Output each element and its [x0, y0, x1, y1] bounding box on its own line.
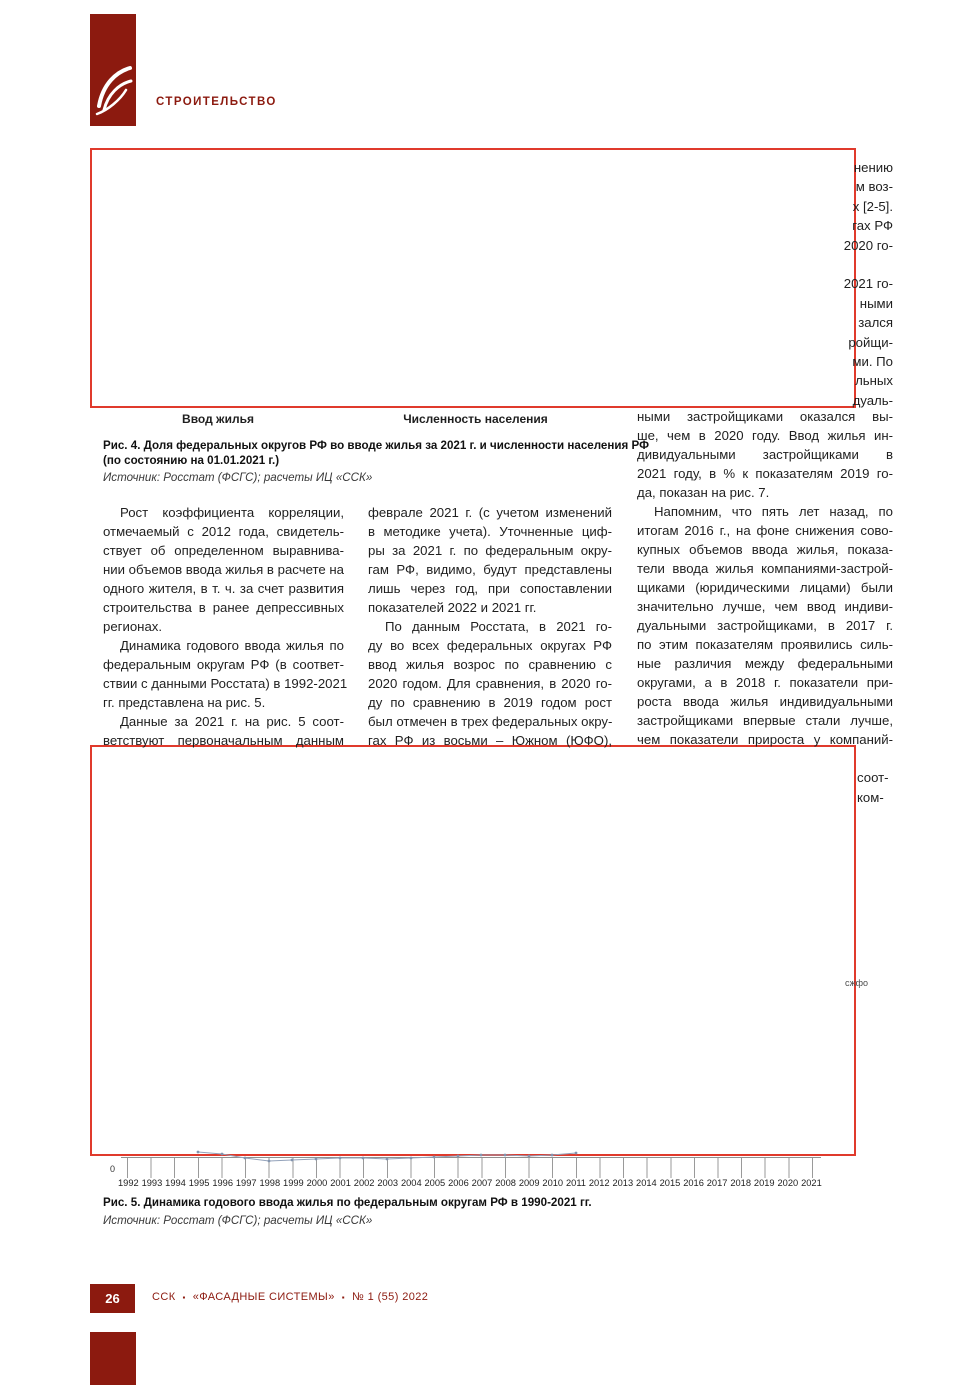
year-tick-label: 2019: [753, 1178, 775, 1188]
year-tick-label: 2012: [588, 1178, 610, 1188]
figure4-label-population: Численность населения: [403, 412, 548, 426]
figure5-legend-fragment: сжфо: [845, 978, 869, 988]
text-line: ройщи-: [848, 334, 893, 350]
right-column-fragments-fig5: [857, 768, 897, 808]
figure5-source: Источник: Росстат (ФСГС); расчеты ИЦ «ССК»: [103, 1213, 373, 1227]
year-tick-label: 2001: [330, 1178, 351, 1188]
year-tick-label: 2009: [518, 1178, 540, 1188]
text-line: да, показан на рис. 7.: [637, 485, 770, 500]
text-line: ввод жилья возрос по сравнению с: [368, 657, 612, 672]
footer-issue: № 1 (55) 2022: [351, 1291, 429, 1303]
text-line: 2020 годом. Для сравнения, в 2020 го-: [368, 676, 612, 691]
text-line: зался: [858, 315, 893, 331]
footer-magazine: «ФАСАДНЫЕ СИСТЕМЫ»: [192, 1291, 335, 1303]
text-line: ше, чем в 2020 году. Ввод жилья ин-: [637, 428, 893, 443]
year-tick-label: 2011: [565, 1178, 586, 1188]
year-tick-label: 2007: [471, 1178, 493, 1188]
year-tick-label: 2006: [448, 1178, 469, 1188]
column-middle: [368, 503, 612, 750]
text-line: ры за 2021 г. по федеральным окру-: [368, 543, 612, 558]
text-line: регионах.: [103, 619, 163, 634]
year-tick-label: 1999: [283, 1178, 304, 1188]
year-tick-label: 2008: [495, 1178, 516, 1188]
text-line: ду по сравнению в 2019 годом рост: [368, 695, 612, 710]
figure5-zero-label: 0: [110, 1164, 116, 1174]
text-line: 2021 году, в % к показателям 2019 го-: [637, 466, 893, 481]
text-line: отмечаемый с 2012 года, свидетель-: [103, 524, 344, 539]
text-line: в методике учета). Уточненные циф-: [368, 524, 612, 539]
year-tick-label: 2000: [306, 1178, 328, 1188]
text-line: купных объемов ввода жилья, показа-: [637, 542, 893, 557]
figure4-label-housing: Ввод жилья: [182, 412, 254, 426]
text-line: дивидуальными застройщиками в: [637, 447, 893, 462]
text-line: тели ввода жилья компаниями-застрой-: [637, 561, 893, 576]
text-line: ными застройщиками оказался вы-: [637, 409, 893, 424]
text-line: гам РФ, видимо, будут представлены: [368, 562, 612, 577]
figure5-caption-block: [103, 1196, 803, 1228]
text-line: дуаль-: [852, 392, 893, 408]
text-line: ветствуют первоначальным данным: [103, 733, 344, 748]
text-line: округами, а в 2018 г. показатели при-: [637, 675, 893, 690]
year-tick-label: 2015: [659, 1178, 681, 1188]
year-tick-label: 1998: [259, 1178, 281, 1188]
text-line: значительно лучше, чем ввод индиви-: [637, 599, 893, 614]
text-line: по этим показателям проявились силь-: [637, 637, 893, 652]
footer-line: [152, 1291, 428, 1303]
right-column-fragments-top: [833, 158, 893, 410]
figure4-source: Источник: Росстат (ФСГС); расчеты ИЦ «ССК»: [103, 471, 373, 484]
text-line: ными: [859, 295, 893, 311]
year-tick-label: 2014: [636, 1178, 657, 1188]
text-line: лишь через год, при сопоставлении: [368, 581, 612, 596]
figure5-box: [90, 745, 856, 1156]
text-line: гах РФ из восьми – Южном (ЮФО),: [368, 733, 612, 748]
text-line: льных: [855, 373, 893, 389]
column-left: [103, 503, 348, 750]
text-line: 2020 го-: [843, 237, 893, 253]
bottom-accent-bar: [90, 1332, 136, 1385]
year-tick-label: 2010: [542, 1178, 564, 1188]
text-line: ствии с данными Росстата) в 1992-2021: [103, 676, 348, 691]
text-line: нии объемов ввода жилья в расчете на: [103, 562, 344, 577]
text-line: одного жителя, в т. ч. за счет развития: [103, 581, 344, 596]
text-line: Напомним, что пять лет назад, по: [654, 504, 893, 519]
text-line: гг. представлена на рис. 5.: [103, 695, 266, 710]
figure4-box: [90, 148, 856, 408]
footer-brand: ССК: [152, 1291, 176, 1303]
year-tick-label: 2005: [424, 1178, 446, 1188]
text-line: гах РФ: [852, 218, 893, 234]
year-tick-label: 2018: [730, 1178, 752, 1188]
text-line: соот-: [857, 770, 889, 785]
text-line: Рост коэффициента корреляции,: [120, 505, 344, 520]
figure4-caption: Рис. 4. Доля федеральных округов РФ во вводе жилья за 2021 г. и численности населения РФ: [103, 439, 649, 452]
text-line: м воз-: [855, 179, 893, 195]
page-number: 26: [90, 1284, 135, 1313]
text-line: показателей 2022 и 2021 гг.: [368, 600, 537, 615]
text-line: ствует об определенном выравнива-: [103, 543, 344, 558]
text-line: Данные за 2021 г. на рис. 5 соот-: [120, 714, 344, 729]
year-tick-label: 2017: [706, 1178, 728, 1188]
text-line: строительства в ранее депрессивных: [103, 600, 344, 615]
figure5-year-labels: [118, 1178, 822, 1188]
text-line: феврале 2021 г. (с учетом изменений: [368, 505, 612, 520]
text-line: 2021 го-: [843, 276, 893, 292]
section-header: СТРОИТЕЛЬСТВО: [156, 96, 277, 108]
column-right: [637, 407, 893, 749]
text-line: щиками (юридическими лицами) были: [637, 580, 893, 595]
footer-separator-icon: ▪: [182, 1292, 186, 1302]
year-tick-label: 2002: [353, 1178, 375, 1188]
year-tick-label: 2004: [400, 1178, 422, 1188]
text-line: ком-: [857, 790, 884, 805]
text-line: По данным Росстата, в 2021 го-: [385, 619, 612, 634]
text-line: был отмечен в трех федеральных окру-: [368, 714, 613, 729]
footer-separator-icon: ▪: [341, 1292, 345, 1302]
year-tick-label: 2021: [801, 1178, 822, 1188]
text-line: ные различия между федеральными: [637, 656, 893, 671]
year-tick-label: 1996: [212, 1178, 233, 1188]
year-tick-label: 1992: [118, 1178, 139, 1188]
year-tick-label: 1994: [165, 1178, 186, 1188]
text-line: Динамика годового ввода жилья по: [120, 638, 344, 653]
text-line: итогам 2016 г., на фоне снижения сово-: [637, 523, 893, 538]
text-line: ду во всех федеральных округах РФ: [368, 638, 612, 653]
year-tick-label: 1997: [235, 1178, 257, 1188]
text-line: ми. По: [852, 354, 893, 370]
year-tick-label: 2016: [683, 1178, 704, 1188]
year-tick-label: 1995: [188, 1178, 210, 1188]
text-line: чем показатели прироста у компаний-: [637, 732, 893, 747]
figure5-line-series: [100, 1146, 860, 1176]
text-line: нению: [853, 160, 893, 175]
year-tick-label: 1993: [141, 1178, 163, 1188]
text-line: х [2-5].: [852, 198, 893, 214]
text-line: дуальными застройщиками, в 2017 г.: [637, 618, 893, 633]
logo-swoosh-icon: [90, 48, 136, 118]
year-tick-label: 2020: [777, 1178, 799, 1188]
text-line: застройщиками впервые стали лучше,: [637, 713, 893, 728]
year-tick-label: 2013: [612, 1178, 634, 1188]
text-line: [833, 255, 893, 274]
text-line: федеральным округам РФ (в соответ-: [103, 657, 344, 672]
year-tick-label: 2003: [377, 1178, 399, 1188]
logo: [90, 14, 136, 126]
figure4-caption-note: (по состоянию на 01.01.2021 г.): [103, 453, 280, 467]
figure5-caption: Рис. 5. Динамика годового ввода жилья по федеральным округам РФ в 1990-2021 гг.: [103, 1196, 592, 1209]
text-line: роста ввода жилья индивидуальными: [637, 694, 893, 709]
figure4-caption-block: [103, 439, 723, 486]
